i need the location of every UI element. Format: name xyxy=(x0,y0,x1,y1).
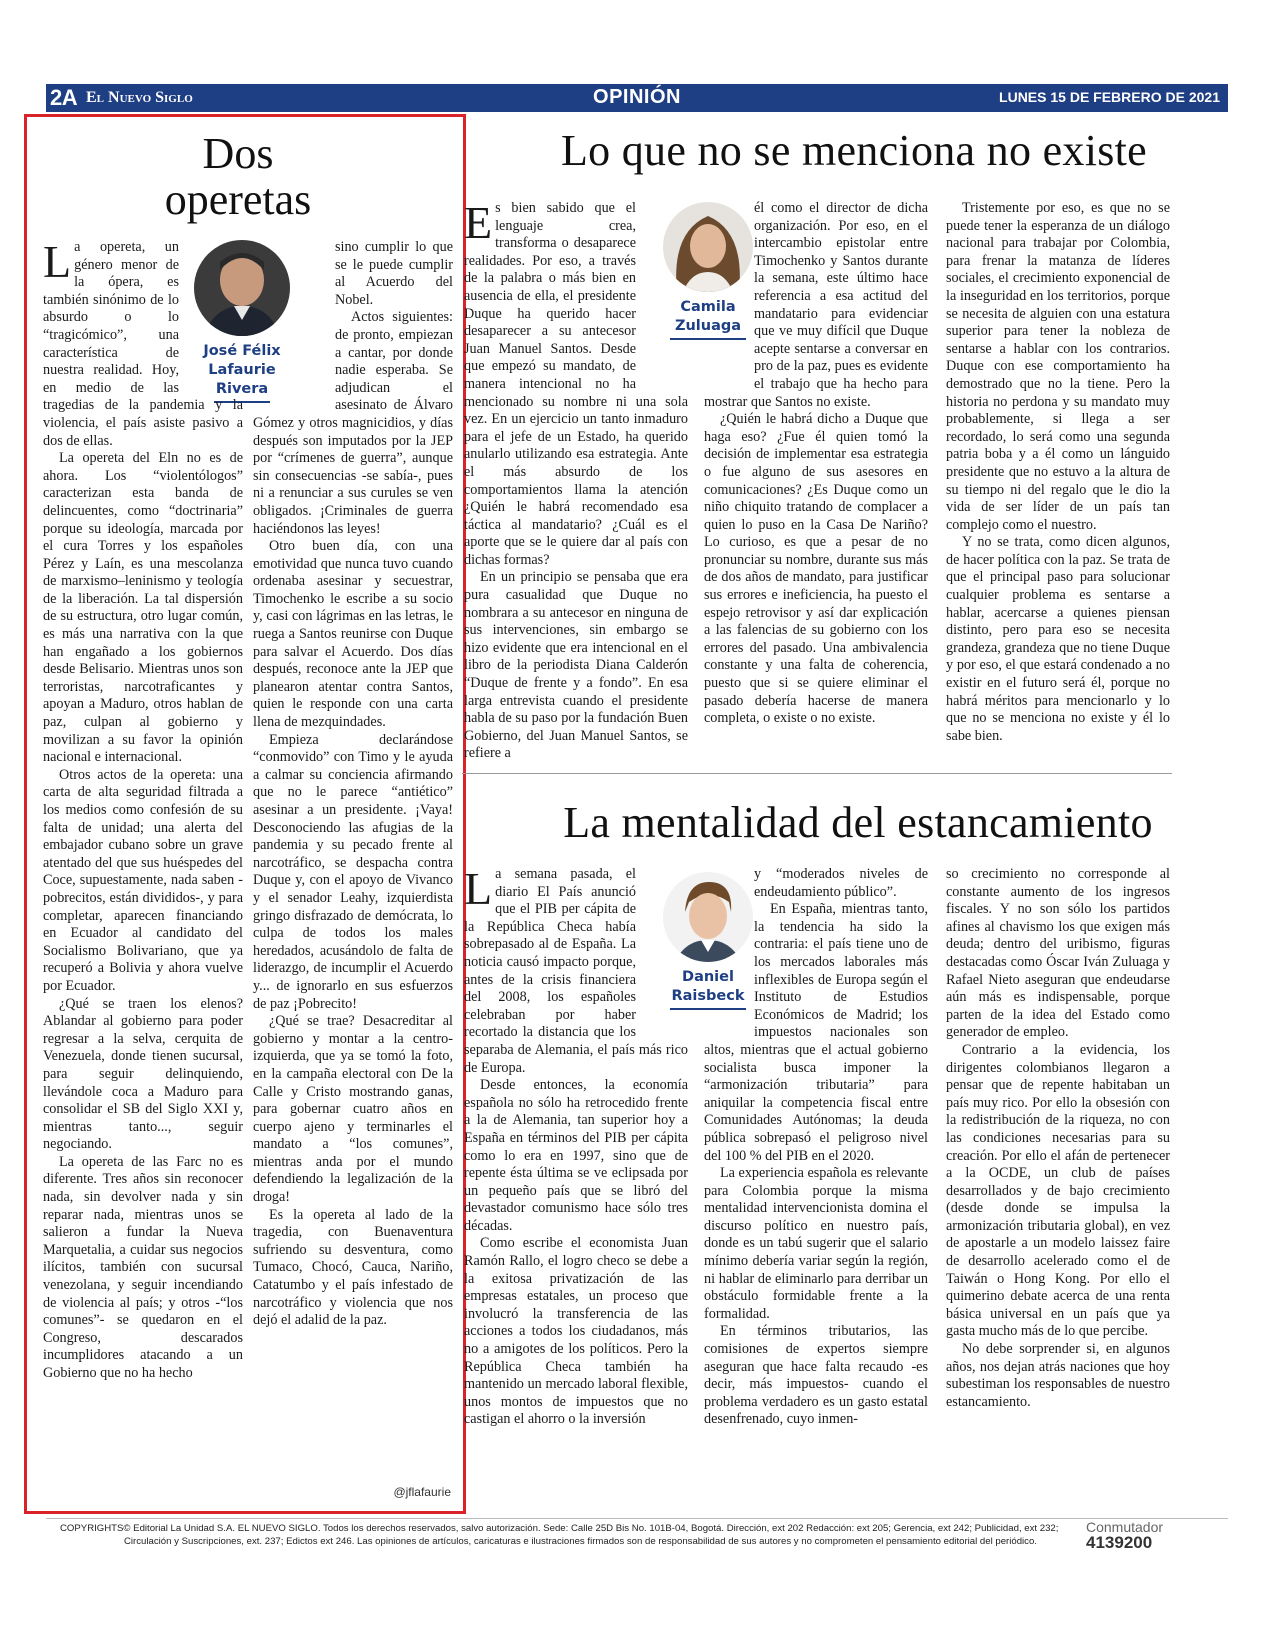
paragraph: s bien sabido que el lenguaje crea, transforma o desaparece realidades. Por eso, a través de la palabra o más bien en ausencia de ella, el presidente Duque ha querido hacer desaparecer a su antecesor Juan Manuel Santos. Desde que empezó su mandato, de manera intencional no ha mencionado su nombre ni una sola vez. En un ejercicio un tanto inmaduro para el jefe de un Estado, ha querido anularlo utilizando esa estrategia. Ante el más absurdo de los comportamientos llama la atención ¿Quién le habrá recomendado esa táctica al mandatario? ¿Cuál es el aporte que se le quiere dar al país con dichas formas? xyxy=(464,200,688,568)
author-name: Daniel Raisbeck xyxy=(671,969,745,1004)
paragraph: y “moderados niveles de endeudamiento público”. xyxy=(754,866,928,900)
footer-line: COPYRIGHTS© Editorial La Unidad S.A. EL NUEVO SIGLO. Todos los derechos reservados, salvo autorización. Sede: Calle 25D Bis No. 101B-04, Bogotá. Dirección, ext 202 Redacción: ext 205; Gerencia, ext 242; Publicidad, ext 232; xyxy=(60,1523,1059,1534)
paragraph: so crecimiento no corresponde al constante aumento de los ingresos fiscales. Y no son sólo los partidos afines al chavismo los que exigen más deuda; dentro del uribismo, figuras destacadas como Óscar Iván Zuluaga y Rafael Nieto aseguran que endeudarse aún más es indispensable, porque parten de la idea del Estado como generador de empleo. xyxy=(946,866,1170,1041)
column-3 xyxy=(946,200,1170,745)
paragraph: Tristemente por eso, es que no se puede tener la esperanza de un diálogo nacional para trabajar por Colombia, para frenar la matanza de líderes sociales, el crecimiento exponencial de la inseguridad en los territorios, porque se necesita de alguien con una estatura superior para tener la nobleza de sentarse a hablar con los contrarios. Duque con ese comportamiento ha demostrado que no la tiene. Pero la historia no perdona y su mandato muy probablemente, si llega a ser recordado, lo será como una segunda patria boba y a él como un lánguido presidente que no estuvo a la altura de su tiempo ni del regalo que le dio la vida de ser líder de un país tan complejo como el nuestro. xyxy=(946,200,1170,533)
column-3 xyxy=(946,866,1170,1411)
paragraph: Desde entonces, la economía española no sólo ha retrocedido frente a la de Alemania, tan superior hoy a España en términos del PIB per cápita como lo era en 1997, sino que de repente ésta última se ve eclipsada por un pequeño país que se libró del devastador comunismo hace sólo tres décadas. xyxy=(464,1077,688,1234)
author-name: Camila Zuluaga xyxy=(674,299,742,334)
author-name: José Félix Lafaurie Rivera xyxy=(203,343,281,397)
paragraph: a semana pasada, el diario El País anunció que el PIB per cápita de la República Checa había sobrepasado al de España. La noticia causó impacto porque, antes de la crisis financiera del 2008, los españoles celebraban por haber recortado la distancia que los separaba de Alemania, el país más rico de Europa. xyxy=(464,866,688,1076)
page-header xyxy=(46,84,1228,112)
paragraph: Contrario a la evidencia, los dirigentes colombianos llegaron a pensar que de repente habitaban un país muy rico. Por ello la obsesión con la redistribución de la riqueza, no con las condiciones necesarias para su creación. Por ello el afán de pertenecer a la OCDE, un club de países desarrollados y de bajo crecimiento (desde donde se impulsa la armonización tributaria global), en vez de apostarle a un modelo laissez faire de desarrollo acelerado como el de Taiwán o Hong Kong. Por ello el quimerino debate acerca de una renta básica universal en un país que ya gasta mucho más de lo que percibe. xyxy=(946,1041,1170,1340)
footer-line: Circulación y Suscripciones, ext. 237; Edictos ext 246. Las opiniones de artículos, caricaturas e ilustraciones firmados son de responsabilidad de sus autores y no comprometen el pensamiento editorial del periódico. xyxy=(124,1536,1037,1547)
paragraph: ¿Quién le habrá dicho a Duque que haga eso? ¿Fue él quien tomó la decisión de implementar esa estrategia o fue alguno de sus asesores en comunicaciones? ¿Es Duque como un niño chiquito tratando de complacer a quien lo puso en la Casa De Nariño? Lo curioso, es que a pesar de no pronunciar su nombre, durante sus más de dos años de mandato, para justificar sus errores e ineficiencia, ha puesto el espejo retrovisor y así dar explicación a las falencias de su gobierno con los errores del pasado. Una ambivalencia constante y una falta de coherencia, puesto que si se quiere eliminar el pasado debería hacerse de manera completa, o existe o no existe. xyxy=(704,411,928,727)
article-title: Dos operetas xyxy=(164,129,312,225)
column-2 xyxy=(253,239,453,1330)
paragraph: Como escribe el economista Juan Ramón Rallo, el logro checo se debe a la exitosa privatización de las empresas estatales, un proceso que involucró la transferencia de las acciones a todos los ciudadanos, más no a amigotes de los políticos. Pero la República Checa también ha mantenido un mercado laboral flexible, unos montos de impuestos que no castigan el ahorro o la inversión xyxy=(464,1235,688,1428)
column-1 xyxy=(464,197,688,763)
column-1 xyxy=(43,236,243,1383)
switchboard-number: 4139200 xyxy=(1086,1533,1153,1552)
issue-date: LUNES 15 DE FEBRERO DE 2021 xyxy=(999,89,1220,105)
drop-cap: L xyxy=(43,236,72,287)
article-title: La mentalidad del estancamiento xyxy=(563,798,1153,847)
paragraph: Es la opereta al lado de la tragedia, con Buenaventura sufriendo su desventura, como Tumaco, Chocó, Cauca, Nariño, Catatumbo y el país infestado de narcotráfico y violencia que nos dejó el adalid de la paz. xyxy=(253,1206,453,1329)
paragraph: ¿Qué se traen los elenos? Ablandar al gobierno para poder regresar a la selva, cerquita de Venezuela, donde tienen sucursal, para seguir delinquiendo, llevándole coca a Maduro para consolidar el SB del Siglo XXI y, mientras tanto..., seguir negociando. xyxy=(43,995,243,1153)
paragraph: él como el director de dicha organización. Por eso, en el intercambio epistolar entre Timochenko y Santos durante la semana, este último hace referencia a esa actitud del mandatario para evidenciar que ve muy difícil que Duque acepte sentarse a conversar en pro de la paz, pues es evidente el trabajo que ha hecho para mostrar que Santos no existe. xyxy=(704,200,928,410)
paragraph: Y no se trata, como dicen algunos, de hacer política con la paz. Se trata de que el principal paso para solucionar cualquier problema es sentarse a hablar, acercarse a quienes piensan distinto, pero para eso se necesita grandeza, grandeza que no tiene Duque y por eso, el que estará condenado a no existir en el futuro será él, porque no habrá méritos para mencionarlo y lo que no se menciona no existe y él lo sabe bien. xyxy=(946,534,1170,744)
newspaper-name: El Nuevo Siglo xyxy=(86,89,193,106)
paragraph: ¿Qué se trae? Desacreditar al gobierno y montar a la centro-izquierda, que ya se tomó la foto, en la campaña electoral con De la Calle y Cristo mostrando ganas, para gobernar cuatro años en cuerpo ajeno y terminarles el mandato a “los comunes”, mientras anda por el mundo defendiendo la legalización de la droga! xyxy=(253,1013,453,1206)
switchboard-label: Conmutador xyxy=(1086,1519,1164,1535)
drop-cap: L xyxy=(464,863,493,914)
paragraph: a opereta, un género menor de la ópera, es también sinónimo de lo absurdo o lo “tragicómico”, una característica de nuestra realidad. Hoy, en medio de las tragedias de la pandemia y la violencia, el país asiste pasivo a dos de ellas. xyxy=(43,239,243,449)
paragraph: La experiencia española es relevante para Colombia porque la misma mentalidad intervencionista domina el discurso político en nuestro país, donde es un tabú sugerir que el salario mínimo debería variar según la región, ni hablar de eliminarlo para derribar un obstáculo formidable frente a la formalidad. xyxy=(704,1165,928,1322)
paragraph: Otros actos de la opereta: una carta de alta seguridad filtrada a los medios como confesión de su falta de unidad; una alerta del embajador cubano sobre un grave atentado del que sus huéspedes del Coce, supuestamente, nada saben -pobrecitos, están divididos-, y para completar, aparecen financiando en Ecuador al candidato del Socialismo Bolivariano, que ya recuperó a Bolivia y ahora vuelve por Ecuador. xyxy=(43,766,243,994)
switchboard xyxy=(1086,1519,1163,1553)
paragraph: La opereta del Eln no es de ahora. Los “violentólogos” caracterizan esta banda de delincuentes, como “doctrinaria” porque su ideología, marcada por el cura Torres y los españoles Pérez y Laín, es una mescolanza de marxismo–leninismo y teología de la liberación. La tal dispersión de su estructura, otro lugar común, es más una narrativa con la que han engañado a los gobiernos desde Belisario. Mientras unos son terroristas, narcotraficantes y apoyan a Maduro, otros hablan de paz, culpan al gobierno y movilizan a su favor la opinión nacional e internacional. xyxy=(43,450,243,766)
drop-cap: E xyxy=(464,197,493,248)
footer-copyright xyxy=(60,1522,1060,1548)
paragraph: En términos tributarios, las comisiones de expertos siempre aseguran que hace falta recaudo -es decir, más impuestos- cuando el problema verdadero es un gasto estatal desenfrenado, cuyo inmen- xyxy=(704,1323,928,1428)
paragraph: No debe sorprender si, en algunos años, nos dejan atrás naciones que hoy subestiman los responsables de nuestro estancamiento. xyxy=(946,1341,1170,1410)
section-divider xyxy=(462,773,1172,774)
author-handle: @jflafaurie xyxy=(393,1485,451,1499)
paragraph: Empieza declarándose “conmovido” con Timo y le ayuda a calmar su conciencia afirmando que no le parece “antiético” asesinar a un presidente. ¡Vaya! Desconociendo las afugias de la pandemia y su pecado frente al narcotráfico, se despacha contra Duque y, con el apoyo de Vivanco y el senador Leahy, izquierdista gringo disfrazado de demócrata, lo culpa de todos los males heredados, acusándolo de falta de liderazgo, de incumplir el Acuerdo y... de ignorarlo en sus esfuerzos de paz ¡Pobrecito! xyxy=(253,731,453,1012)
paragraph: En España, mientras tanto, la tendencia ha sido la contraria: el país tiene uno de los mercados laborales más inflexibles de Europa según el Instituto de Estudios Económicos de Madrid; los impuestos nacionales son altos, mientras que el actual gobierno socialista busca imponer la “armonización tributaria” para aniquilar la competencia fiscal entre Comunidades Autónomas; la deuda pública sobrepasó el peligroso nivel del 100 % del PIB en el 2020. xyxy=(704,901,928,1164)
paragraph: Otro buen día, con una emotividad que nunca tuvo cuando ordenaba asesinar y secuestrar, Timochenko le escribe a su socio y, casi con lágrimas en las letras, le ruega a Santos reunirse con Duque para salvar el Acuerdo. Dos días después, reconoce ante la JEP que planearon atentar contra Santos, quien le responde con una carta llena de mezquindades. xyxy=(253,538,453,731)
section-title: OPINIÓN xyxy=(593,86,681,108)
column-1 xyxy=(464,863,688,1429)
article-dos-operetas xyxy=(24,114,466,1514)
column-2 xyxy=(704,866,928,1429)
paragraph: sino cumplir lo que se le puede cumplir al Acuerdo del Nobel. xyxy=(335,239,453,308)
column-2 xyxy=(704,200,928,728)
article-title: Lo que no se menciona no existe xyxy=(560,126,1148,175)
page-number: 2A xyxy=(50,85,78,110)
paragraph: En un principio se pensaba que era pura casualidad que Duque no nombrara a su antecesor en ninguna de sus intervenciones, sin embargo se hizo evidente que era intencional en el libro de la periodista Diana Calderón “Duque de frente y a fondo”. En esa larga entrevista cuando el presidente habla de su paso por la fundación Buen Gobierno, del Juan Manuel Santos, se refiere a xyxy=(464,569,688,762)
paragraph: La opereta de las Farc no es diferente. Tres años sin reconocer nada, sin devolver nada y sin reparar nada, mientras unos se salieron a fundar la Nueva Marquetalia, a cuidar sus negocios ilícitos, también con sucursal venezolana, y seguir incendiando de violencia al país; y otros -“los comunes”- se quedaron en el Congreso, descarados incumplidores atacando a un Gobierno que no ha hecho xyxy=(43,1153,243,1381)
paragraph: Actos siguientes: de pronto, empiezan a cantar, por donde nadie esperaba. Se adjudican el asesinato de Álvaro Gómez y otros magnicidios, y días después son imputados por la JEP por “crímenes de guerra”, aunque sin consecuencias -se sabía-, pues ni a renunciar a sus curules se ven obligados. ¡Criminales de guerra haciéndonos las leyes! xyxy=(253,309,453,537)
footer-rule xyxy=(46,1518,1228,1519)
